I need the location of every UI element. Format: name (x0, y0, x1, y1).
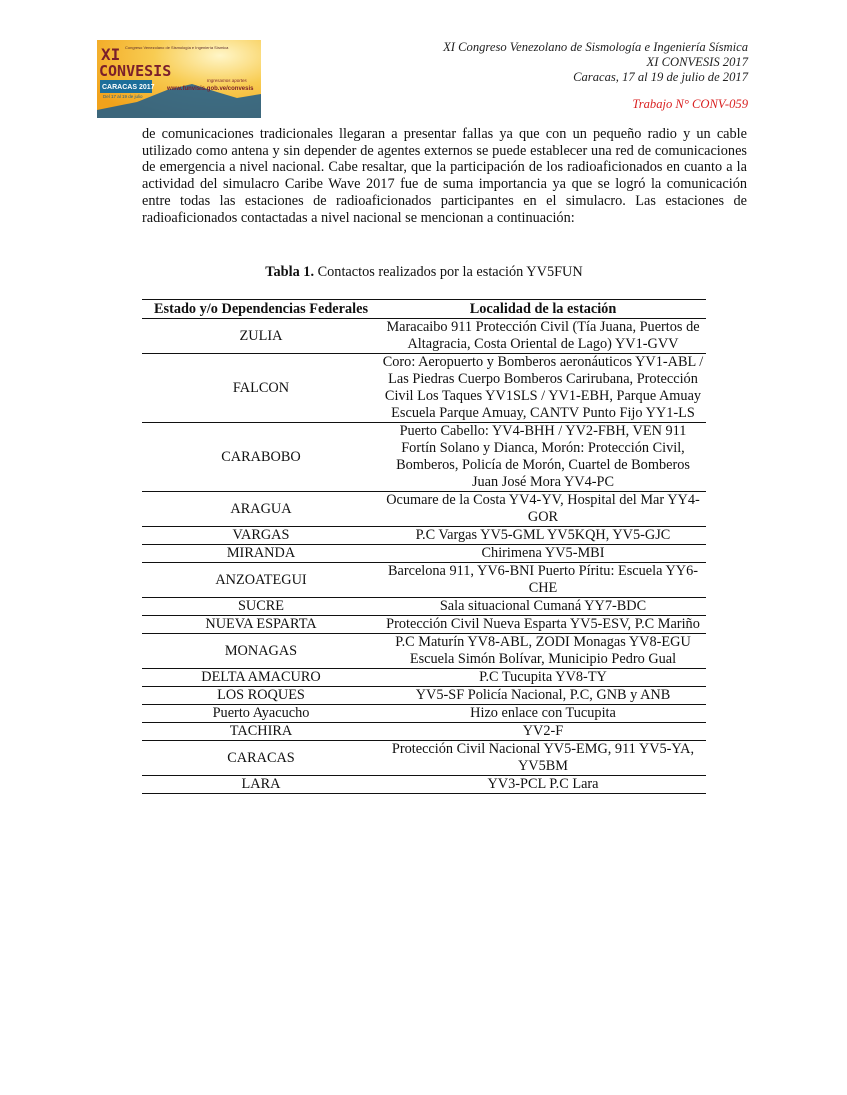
table-row (142, 634, 706, 669)
header-congress-short: XI CONVESIS 2017 (646, 55, 748, 69)
header-congress-name: XI Congreso Venezolano de Sismología e Ingeniería Sísmica (443, 40, 748, 54)
table-row (142, 563, 706, 598)
table-row (142, 723, 706, 741)
state-cell: DELTA AMACURO (142, 669, 380, 687)
state-cell: VARGAS (142, 527, 380, 545)
location-cell: Chirimena YV5-MBI (380, 545, 706, 563)
state-cell: MIRANDA (142, 545, 380, 563)
body-paragraph: de comunicaciones tradicionales llegaran a presentar fallas ya que con un pequeño radio y un cable utilizado como antena y sin depender de agentes externos se puede establecer una red de comunicaciones de emergencia a nivel nacional. Cabe resaltar, que la participación de los radioaficionados en cuanto a la actividad del simulacro Caribe Wave 2017 fue de suma importancia ya que se logró la comunicación entre todas las estaciones de radioaficionados participantes en el simulacro. Las estaciones de radioaficionados contactadas a nivel nacional se mencionan a continuación: (142, 126, 747, 226)
state-cell: Puerto Ayacucho (142, 705, 380, 723)
table-caption (142, 264, 706, 281)
table-row (142, 705, 706, 723)
page-header (443, 40, 748, 112)
table-caption-text: Contactos realizados por la estación YV5FUN (314, 264, 583, 280)
header-trabajo-number: Trabajo N° CONV-059 (632, 97, 748, 111)
logo-url: www.funvisis.gob.ve/convesis (167, 86, 254, 92)
location-cell: Sala situacional Cumaná YY7-BDC (380, 598, 706, 616)
location-cell: Hizo enlace con Tucupita (380, 705, 706, 723)
contacts-table (142, 299, 706, 794)
location-cell: YV3-PCL P.C Lara (380, 776, 706, 794)
table-row (142, 616, 706, 634)
column-header-location: Localidad de la estación (380, 300, 706, 319)
location-cell: P.C Maturín YV8-ABL, ZODI Monagas YV8-EGU Escuela Simón Bolívar, Municipio Pedro Gual (380, 634, 706, 669)
location-cell: Protección Civil Nueva Esparta YV5-ESV, P.C Mariño (380, 616, 706, 634)
table-row (142, 598, 706, 616)
location-cell: Protección Civil Nacional YV5-EMG, 911 YV5-YA, YV5BM (380, 741, 706, 776)
location-cell: P.C Vargas YV5-GML YV5KQH, YV5-GJC (380, 527, 706, 545)
state-cell: TACHIRA (142, 723, 380, 741)
location-cell: P.C Tucupita YV8-TY (380, 669, 706, 687)
state-cell: LARA (142, 776, 380, 794)
location-cell: Maracaibo 911 Protección Civil (Tía Juana, Puertos de Altagracia, Costa Oriental de Lago) YV1-GVV (380, 319, 706, 354)
state-cell: LOS ROQUES (142, 687, 380, 705)
table-row (142, 687, 706, 705)
table-row (142, 669, 706, 687)
state-cell: ANZOATEGUI (142, 563, 380, 598)
table-row (142, 492, 706, 527)
table-row (142, 741, 706, 776)
logo-title-xi: XI (101, 45, 121, 64)
table-row (142, 545, 706, 563)
state-cell: FALCON (142, 354, 380, 423)
state-cell: CARABOBO (142, 423, 380, 492)
table-header-row (142, 300, 706, 319)
state-cell: NUEVA ESPARTA (142, 616, 380, 634)
logo-graphic (97, 40, 261, 118)
logo-small-text: Congreso Venezolano de Sismología e Ingeniería Sísmica (125, 45, 229, 50)
logo-dates: Del 17 al 19 de julio (103, 94, 143, 99)
location-cell: Coro: Aeropuerto y Bomberos aeronáuticos YV1-ABL / Las Piedras Cuerpo Bomberos Carirubana, Protección Civil Los Taques YV1SLS / YV1-EBH, Parque Amuay Escuela Parque Amuay, CANTV Punto Fijo YY1-LS (380, 354, 706, 423)
table-row (142, 527, 706, 545)
table-row (142, 319, 706, 354)
state-cell: SUCRE (142, 598, 380, 616)
location-cell: YV2-F (380, 723, 706, 741)
state-cell: ZULIA (142, 319, 380, 354)
table-row (142, 423, 706, 492)
location-cell: Ocumare de la Costa YV4-YV, Hospital del Mar YY4-GOR (380, 492, 706, 527)
location-cell: YV5-SF Policía Nacional, P.C, GNB y ANB (380, 687, 706, 705)
table-row (142, 354, 706, 423)
location-cell: Puerto Cabello: YV4-BHH / YV2-FBH, VEN 911 Fortín Solano y Dianca, Morón: Protección Civil, Bomberos, Policía de Morón, Cuartel de Bomberos Juan José Mora YV4-PC (380, 423, 706, 492)
column-header-state: Estado y/o Dependencias Federales (142, 300, 380, 319)
table-caption-label: Tabla 1. (265, 264, 315, 280)
location-cell: Barcelona 911, YV6-BNI Puerto Píritu: Escuela YY6-CHE (380, 563, 706, 598)
table-row (142, 776, 706, 794)
convesis-logo (97, 40, 261, 118)
state-cell: ARAGUA (142, 492, 380, 527)
logo-city: CARACAS 2017 (102, 84, 155, 91)
state-cell: MONAGAS (142, 634, 380, 669)
state-cell: CARACAS (142, 741, 380, 776)
header-location-dates: Caracas, 17 al 19 de julio de 2017 (573, 70, 748, 84)
logo-tagline: Ingresamos aportes (207, 78, 247, 83)
logo-title-convesis: CONVESIS (99, 62, 172, 80)
